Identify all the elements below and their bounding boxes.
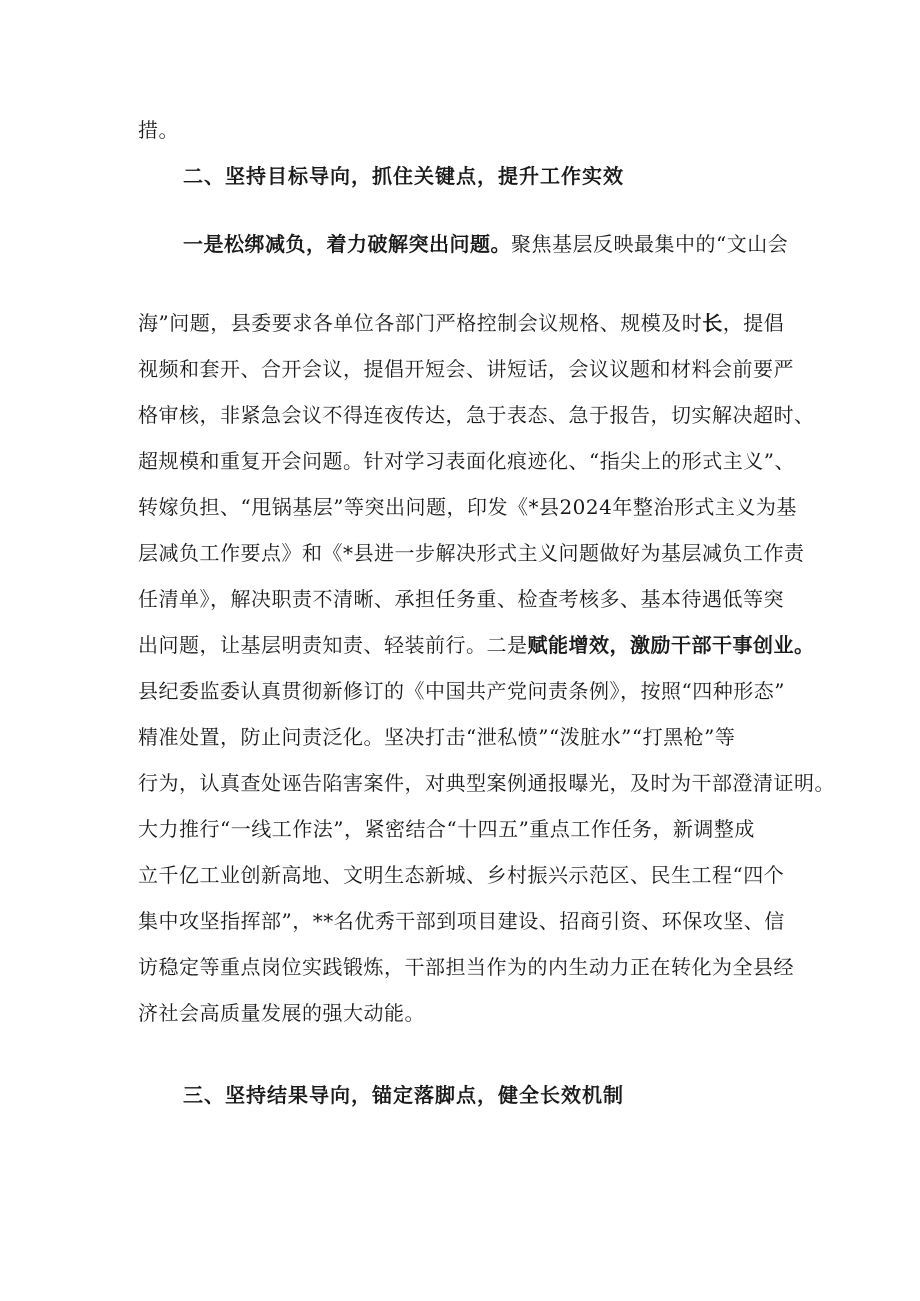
body-line: 大力推行“一线工作法”，紧密结合“十四五”重点工作任务，新调整成 [138,817,755,841]
body-line: 立千亿工业创新高地、文明生态新城、乡村振兴示范区、民生工程“四个 [138,863,785,887]
body-line: 视频和套开、合开会议，提倡开短会、讲短话，会议议题和材料会前要严 [138,357,794,381]
body-line [138,311,798,335]
body-line [138,633,815,657]
body-line: 层减负工作要点》和《*县进一步解决形式主义问题做好为基层减负工作责 [138,541,805,565]
body-text: ，提倡 [722,311,785,335]
body-line: 济社会高质量发展的强大动能。 [138,1001,425,1025]
section-heading-3: 三、坚持结果导向，锚定落脚点，健全长效机制 [183,1083,624,1107]
bold-lead: 赋能增效，激励干部干事创业。 [527,633,815,657]
bold-char: 长 [702,311,723,335]
body-text: 海”问题，县委要求各单位各部门严格控制会议规格、规模及时 [138,311,703,335]
body-line: 行为，认真查处诬告陷害案件，对典型案例通报曝光，及时为干部澄清证明。 [138,771,835,795]
body-text: 聚焦基层反映最集中的“文山会 [511,232,789,256]
body-line: 访稳定等重点岗位实践锻炼，干部担当作为的内生动力正在转化为全县经 [138,955,794,979]
body-line: 转嫁负担、“甩锅基层”等突出问题，印发《*县2024年整治形式主义为基 [138,495,797,519]
body-line: 格审核，非紧急会议不得连夜传达，急于表态、急于报告，切实解决超时、 [138,403,815,427]
body-line [183,232,798,256]
body-line: 集中攻坚指挥部”，**名优秀干部到项目建设、招商引资、环保攻坚、信 [138,909,785,933]
section-heading-2: 二、坚持目标导向，抓住关键点，提升工作实效 [183,164,624,188]
body-line: 县纪委监委认真贯彻新修订的《中国共产党问责条例》，按照“四种形态” [138,679,785,703]
body-line: 超规模和重复开会问题。针对学习表面化痕迹化、“指尖上的形式主义”、 [138,449,795,473]
paragraph-fragment: 措。 [138,118,179,142]
bold-lead: 一是松绑减负，着力破解突出问题。 [183,232,511,256]
body-text: 出问题，让基层明责知责、轻装前行。二是 [138,633,528,657]
body-line: 精准处置，防止问责泛化。坚决打击“泄私愤”“泼脏水”“打黑枪”等 [138,725,736,749]
body-line: 任清单》，解决职责不清晰、承担任务重、检查考核多、基本待遇低等突 [138,587,784,611]
